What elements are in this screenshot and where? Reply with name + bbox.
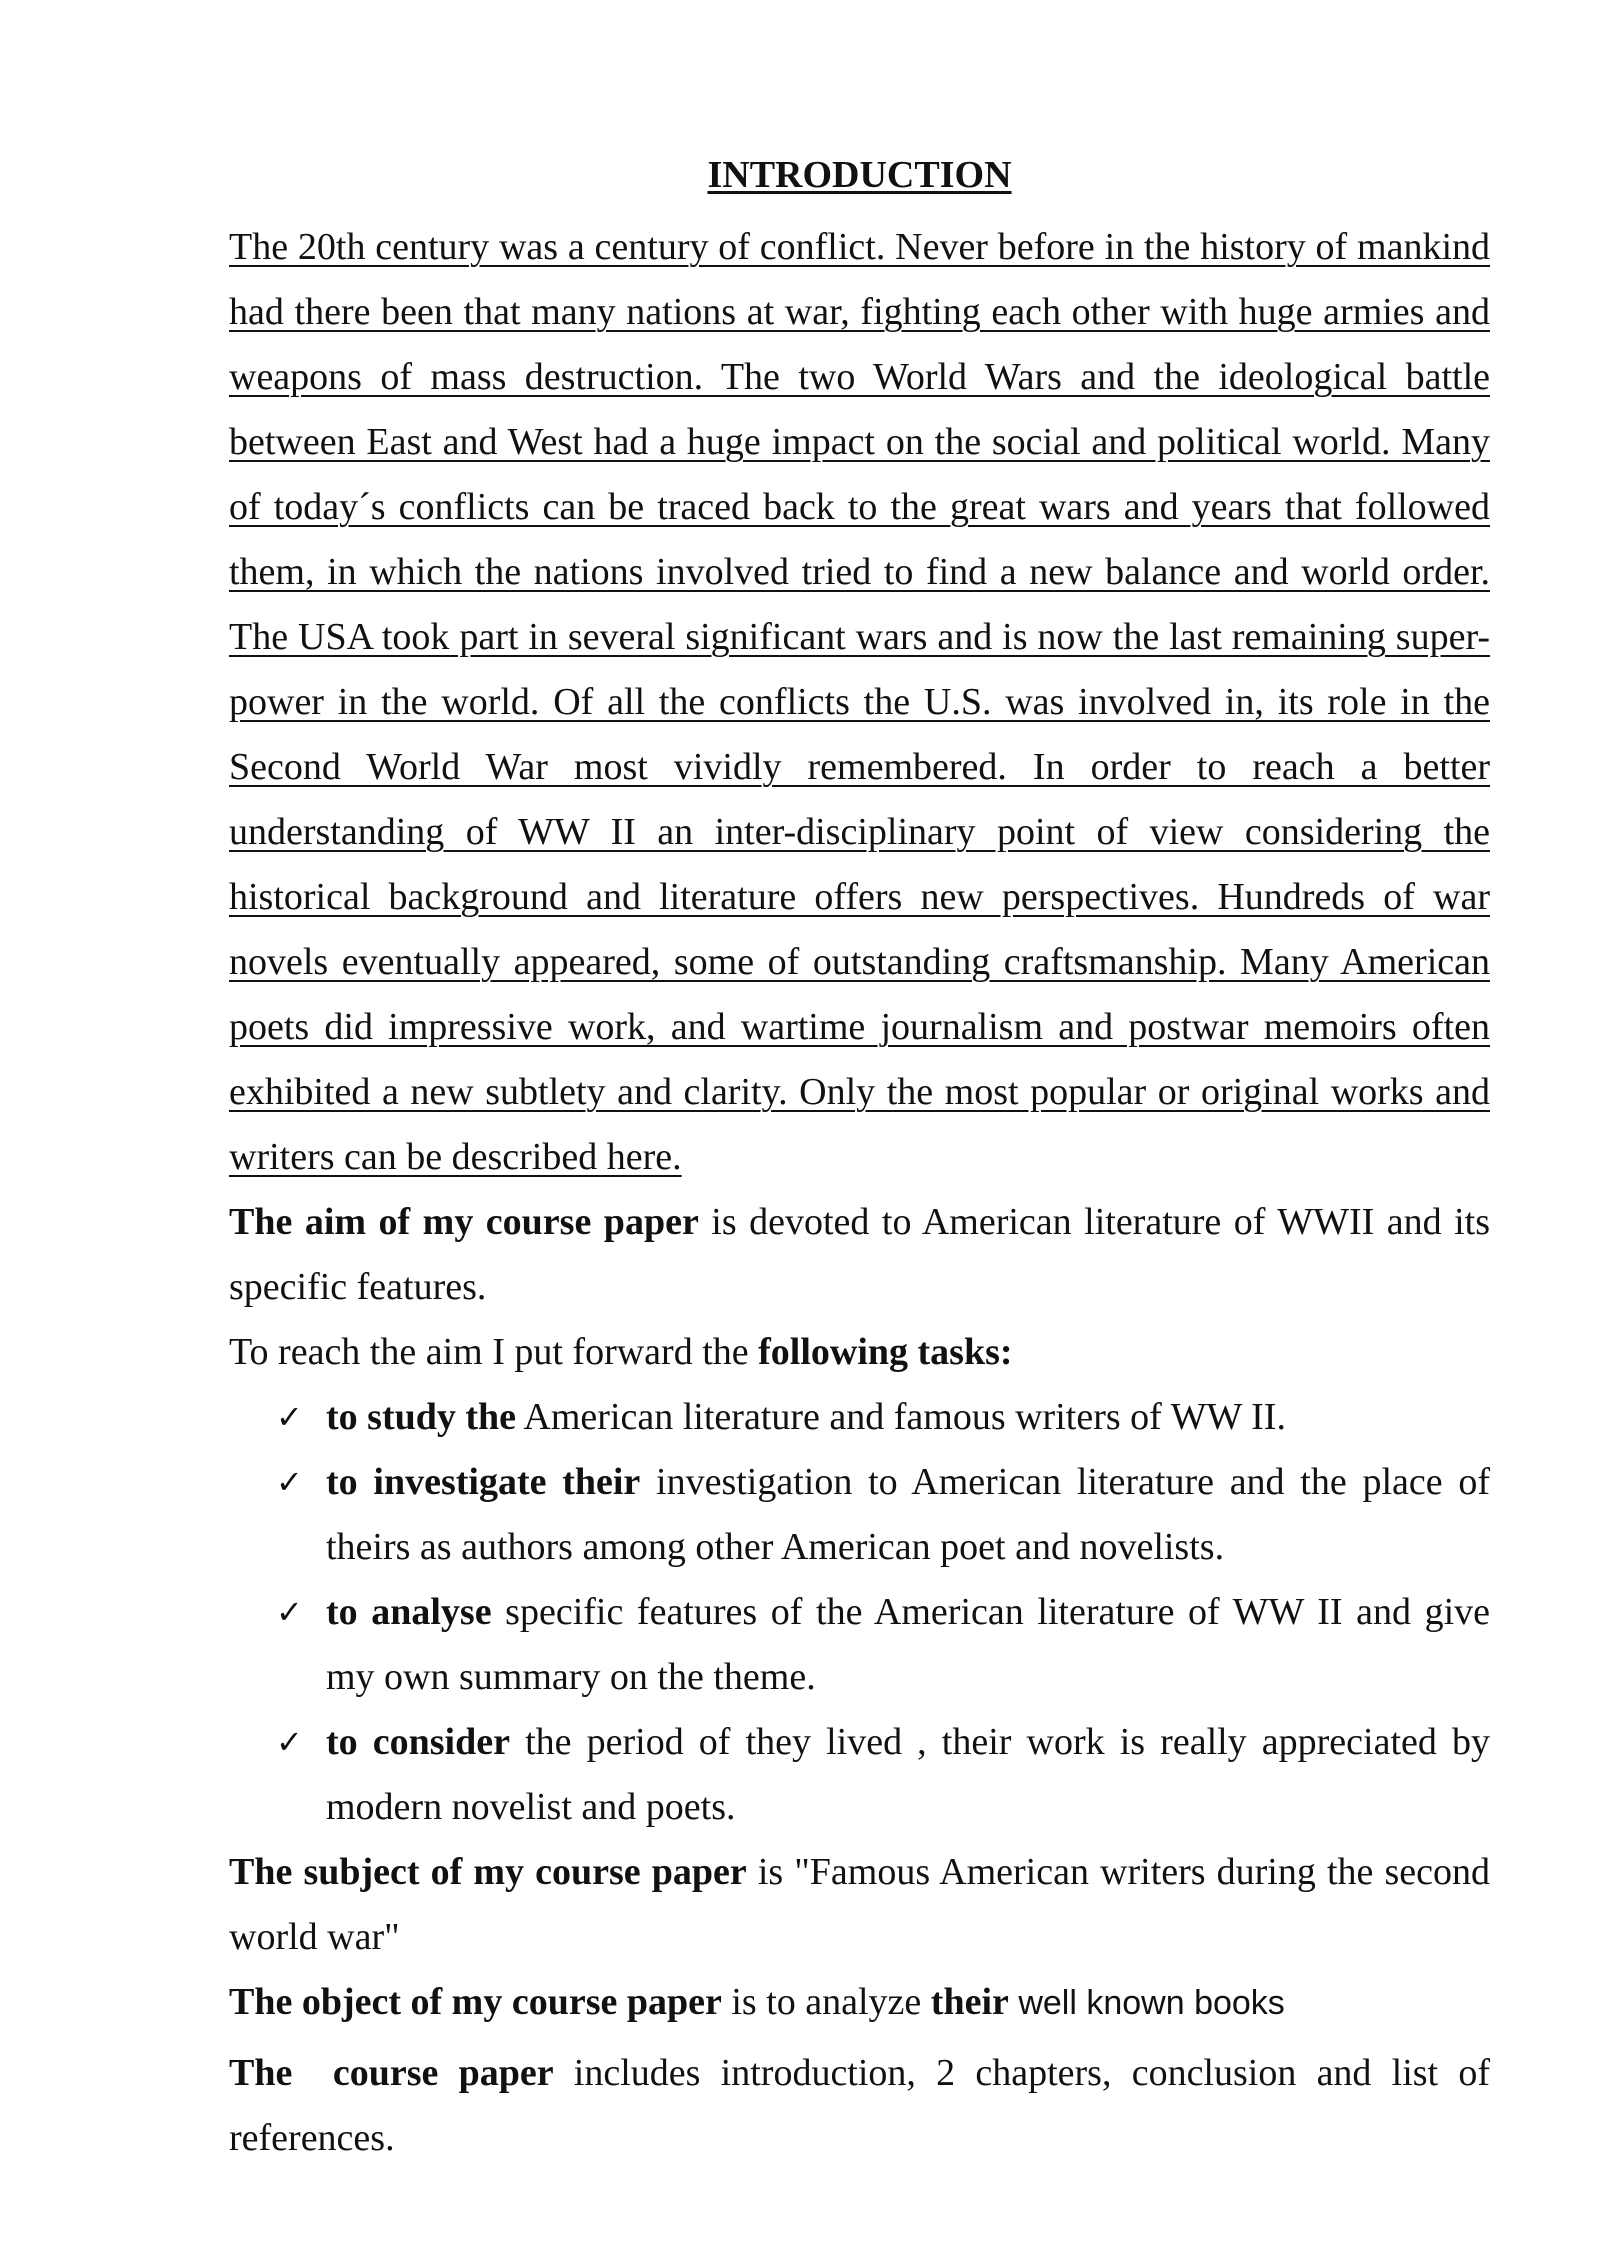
subject-text: is "Famous American writers during the second world war" [229, 1851, 1490, 1958]
task-label: to consider [326, 1721, 510, 1763]
task-list [229, 1385, 1490, 1840]
intro-paragraph: The 20th century was a century of conflict. Never before in the history of mankind had there been that many nations at war, fighting each other with huge armies and weapons of mass destruction. The two World Wars and the ideological battle between East and West had a huge impact on the social and political world. Many of today´s conflicts can be traced back to the great wars and years that followed them, in which the nations involved tried to find a new balance and world order. The USA took part in several significant wars and is now the last remaining super-power in the world. Of all the conflicts the U.S. was involved in, its role in the Second World War most vividly remembered. In order to reach a better understanding of WW II an inter-disciplinary point of view considering the historical background and literature offers new perspectives. Hundreds of war novels eventually appeared, some of outstanding craftsmanship. Many American poets did impressive work, and wartime journalism and postwar memoirs often exhibited a new subtlety and clarity. Only the most popular or original works and writers can be described here. [229, 226, 1490, 1178]
checkmark-icon: ✓ [276, 1463, 303, 1501]
task-label: to analyse [326, 1591, 492, 1633]
object-text-end: well known books [1008, 1984, 1285, 2022]
task-item [276, 1710, 1490, 1840]
checkmark-icon: ✓ [276, 1398, 303, 1436]
checkmark-icon: ✓ [276, 1723, 303, 1761]
task-item [276, 1450, 1491, 1580]
structure-text: includes introduction, 2 chapters, conclusion and list of references. [229, 2052, 1490, 2159]
task-text: specific features of the American literature of WW II and give my own summary on the theme. [326, 1591, 1491, 1698]
task-text: investigation to American literature and the place of theirs as authors among other American poet and novelists. [326, 1461, 1491, 1568]
aim-text: is devoted to American literature of WWII and its specific features. [229, 1201, 1490, 1308]
object-emphasis: their [930, 1981, 1009, 2023]
tasks-intro-label: following tasks: [758, 1331, 1013, 1373]
subject-paragraph [229, 1840, 1490, 1970]
task-text: American literature and famous writers of WW II. [516, 1396, 1286, 1438]
task-item [276, 1580, 1491, 1710]
task-label: to investigate their [326, 1461, 641, 1503]
task-text: the period of they lived , their work is really appreciated by modern novelist and poets. [326, 1721, 1490, 1828]
task-label: to study the [326, 1396, 517, 1438]
aim-paragraph [229, 1190, 1490, 1320]
aim-label: The aim of my course paper [229, 1201, 699, 1243]
document-body [229, 148, 1490, 2171]
structure-spacer [292, 2052, 332, 2094]
structure-label-the: The [229, 2052, 293, 2094]
object-label: The object of my course paper [229, 1981, 722, 2023]
structure-label: course paper [332, 2052, 554, 2094]
checkmark-icon: ✓ [276, 1593, 303, 1631]
object-paragraph [229, 1970, 1490, 2036]
object-text: is to analyze [721, 1981, 931, 2023]
structure-paragraph [229, 2041, 1490, 2171]
subject-label: The subject of my course paper [229, 1851, 747, 1893]
tasks-intro-text: To reach the aim I put forward the [229, 1331, 759, 1373]
tasks-intro-paragraph [229, 1320, 1490, 1385]
page-title: INTRODUCTION [707, 154, 1012, 196]
task-item [276, 1385, 1490, 1450]
